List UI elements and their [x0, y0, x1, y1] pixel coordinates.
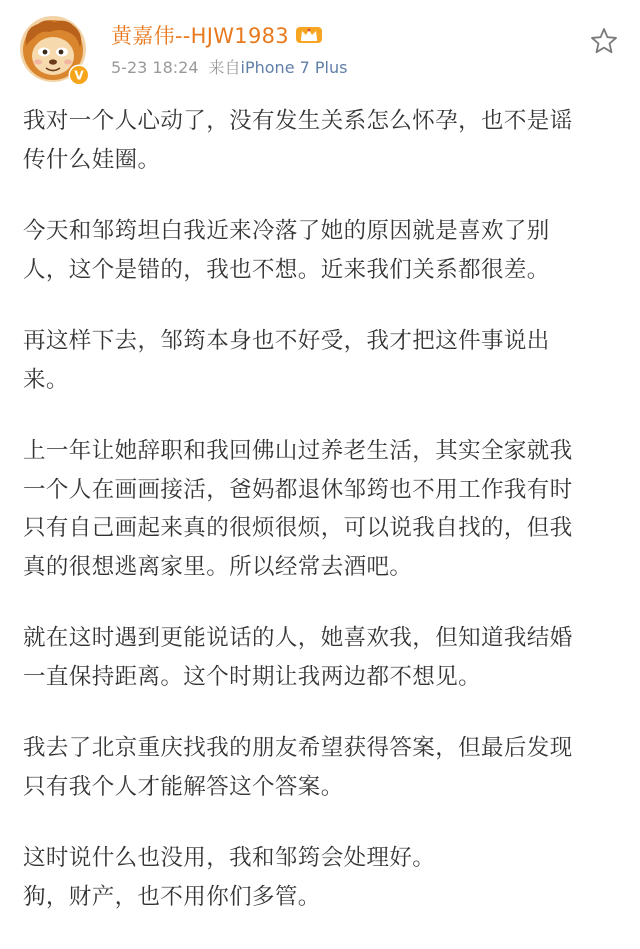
- paragraph: [23, 102, 623, 179]
- post-meta: [111, 55, 347, 78]
- text-line: 只有自己画起来真的很烦很烦，可以说我自找的，但我: [23, 515, 573, 541]
- post-header: [0, 0, 640, 96]
- text-line: 狗，财产，也不用你们多管。: [23, 883, 321, 910]
- text-line: 这时说什么也没用，我和邹筠会处理好。: [23, 845, 436, 871]
- text-line: 再这样下去，邹筠本身也不好受，我才把这件事说出: [23, 328, 550, 354]
- source-device-link[interactable]: iPhone 7 Plus: [240, 58, 348, 77]
- text-line: 人，这个是错的，我也不想。近来我们关系都很差。: [23, 256, 550, 283]
- star-icon[interactable]: [589, 26, 619, 56]
- paragraph: [23, 322, 623, 399]
- text-line: 今天和邹筠坦白我近来冷落了她的原因就是喜欢了别: [23, 218, 550, 244]
- text-line: 一直保持距离。这个时期让我两边都不想见。: [23, 663, 482, 690]
- paragraph: [23, 839, 623, 916]
- text-line: 一个人在画画接活，爸妈都退休邹筠也不用工作我有时: [23, 476, 573, 503]
- text-line: 我对一个人心动了，没有发生关系怎么怀孕，也不是谣: [23, 108, 573, 134]
- verified-badge-icon: [68, 64, 90, 86]
- author-name[interactable]: 黄嘉伟--HJW1983: [111, 24, 289, 48]
- paragraph: [23, 619, 623, 696]
- text-line: 我去了北京重庆找我的朋友希望获得答案，但最后发现: [23, 735, 573, 761]
- paragraph: [23, 212, 623, 289]
- text-line: 上一年让她辞职和我回佛山过养老生活，其实全家就我: [23, 438, 573, 464]
- post-body: [23, 102, 623, 949]
- text-line: 传什么娃圈。: [23, 146, 161, 173]
- text-line: 真的很想逃离家里。所以经常去酒吧。: [23, 553, 413, 580]
- text-line: 只有我个人才能解答这个答案。: [23, 773, 344, 800]
- author-row: [111, 18, 323, 52]
- svg-text:V: V: [74, 68, 84, 83]
- text-line: 来。: [23, 366, 69, 393]
- crown-vip-icon[interactable]: [295, 24, 323, 46]
- source-prefix: 来自: [208, 58, 241, 77]
- paragraph: [23, 729, 623, 806]
- paragraph: [23, 432, 623, 586]
- text-line: 就在这时遇到更能说话的人，她喜欢我，但知道我结婚: [23, 625, 573, 651]
- post-time: 5-23 18:24: [111, 58, 199, 77]
